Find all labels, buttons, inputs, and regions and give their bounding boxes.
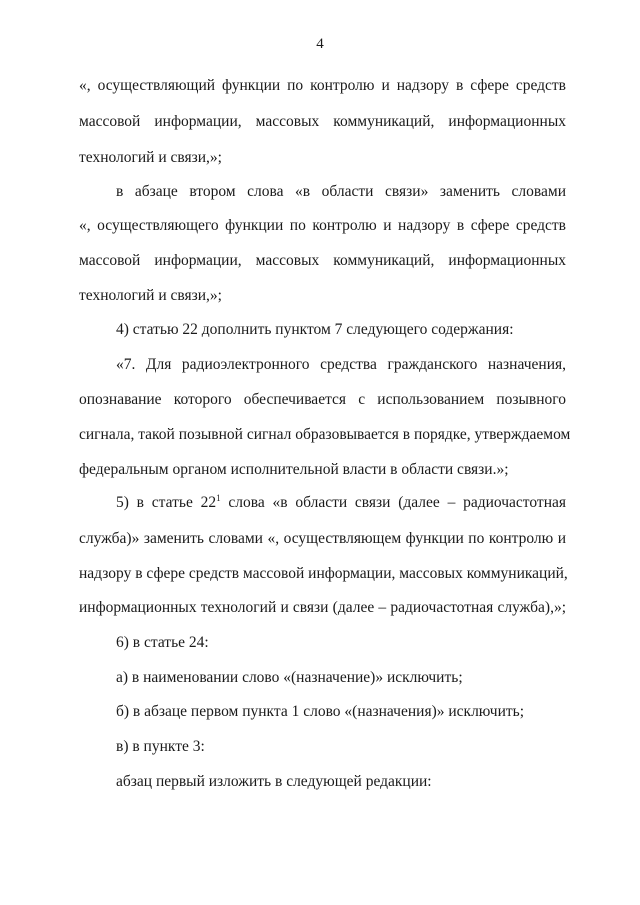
- text-line: массовой информации, массовых коммуникаций, информационных: [79, 252, 566, 269]
- text-line: «, осуществляющего функции по контролю и надзору в сфере средств: [79, 217, 566, 234]
- text-line: абзац первый изложить в следующей редакции:: [116, 773, 432, 790]
- text-line: служба)» заменить словами «, осуществляющем функции по контролю и: [79, 530, 566, 547]
- text-line: [116, 493, 566, 513]
- text-line: технологий и связи,»;: [79, 149, 222, 166]
- text-line: 6) в статье 24:: [116, 634, 209, 651]
- text-line: 4) статью 22 дополнить пунктом 7 следующего содержания:: [116, 321, 514, 338]
- text-fragment: слова «в области связи (далее – радиочастотная: [220, 494, 566, 511]
- text-line: федеральным органом исполнительной власти в области связи.»;: [79, 461, 509, 478]
- text-line: сигнала, такой позывной сигнал образовывается в порядке, утверждаемом: [79, 426, 571, 443]
- text-line: «7. Для радиоэлектронного средства гражданского назначения,: [116, 356, 566, 373]
- text-line: б) в абзаце первом пункта 1 слово «(назначения)» исключить;: [116, 703, 525, 720]
- text-line: опознавание которого обеспечивается с использованием позывного: [79, 391, 566, 408]
- superscript: 1: [216, 493, 221, 503]
- text-line: надзору в сфере средств массовой информации, массовых коммуникаций,: [79, 565, 568, 582]
- text-line: в абзаце втором слова «в области связи» заменить словами: [116, 183, 566, 200]
- text-line: в) в пункте 3:: [116, 738, 205, 755]
- text-line: технологий и связи,»;: [79, 287, 222, 304]
- text-line: информационных технологий и связи (далее – радиочастотная служба),»;: [79, 599, 566, 616]
- page-number: 4: [316, 36, 324, 52]
- text-fragment: 5) в статье 22: [116, 494, 217, 511]
- text-line: «, осуществляющий функции по контролю и надзору в сфере средств: [79, 77, 566, 94]
- text-line: а) в наименовании слово «(назначение)» исключить;: [116, 669, 463, 686]
- text-line: массовой информации, массовых коммуникаций, информационных: [79, 113, 566, 130]
